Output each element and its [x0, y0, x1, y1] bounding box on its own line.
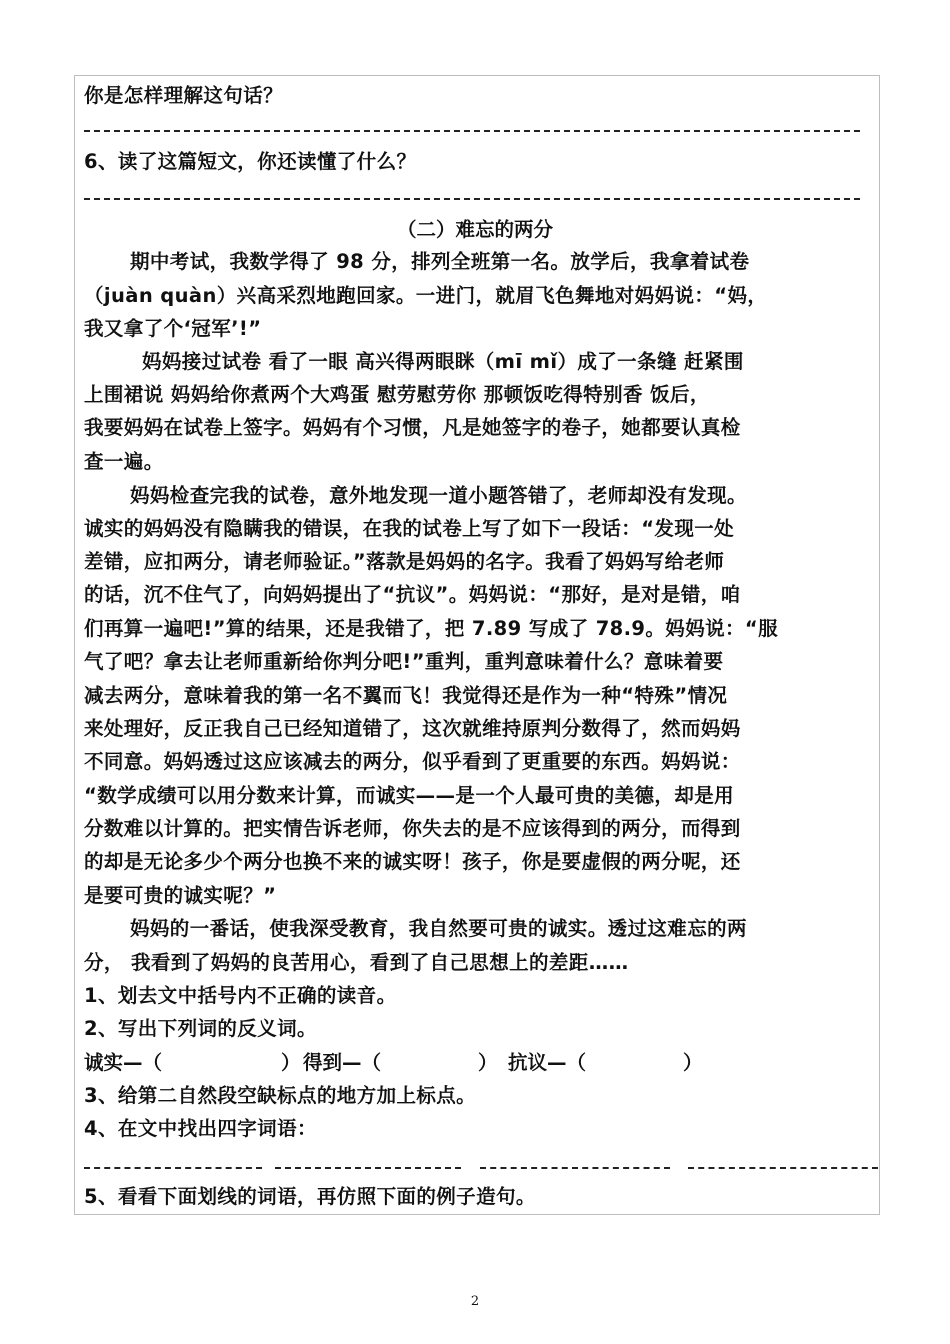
passage-line: 们再算一遍吧!”算的结果，还是我错了，把 7.89 写成了 78.9。妈妈说：“服 — [84, 617, 779, 640]
antonym-prompt-3: 抗议—（ — [508, 1051, 587, 1074]
passage-line: 的话，沉不住气了，向妈妈提出了“抗议”。妈妈说：“那好，是对是错，咱 — [84, 583, 741, 606]
passage-line: 差错，应扣两分，请老师验证。”落款是妈妈的名字。我看了妈妈写给老师 — [84, 550, 725, 573]
passage-line: 气了吧？拿去让老师重新给你判分吧!”重判，重判意味着什么？意味着要 — [84, 650, 724, 673]
passage-line: 是要可贵的诚实呢？” — [84, 884, 277, 907]
passage-line: 妈妈的一番话，使我深受教育，我自然要可贵的诚实。透过这难忘的两 — [130, 917, 747, 940]
question-1: 1、划去文中括号内不正确的读音。 — [84, 984, 397, 1007]
question-2: 2、写出下列词的反义词。 — [84, 1017, 317, 1040]
passage-line: 查一遍。 — [84, 450, 164, 473]
passage-line: 上围裙说 妈妈给你煮两个大鸡蛋 慰劳慰劳你 那顿饭吃得特别香 饭后， — [84, 383, 710, 406]
passage-line: “数学成绩可以用分数来计算，而诚实——是一个人最可贵的美德，却是用 — [84, 784, 735, 807]
passage-line: 来处理好，反正我自己已经知道错了，这次就维持原判分数得了，然而妈妈 — [84, 717, 741, 740]
passage-line: 不同意。妈妈透过这应该减去的两分，似乎看到了更重要的东西。妈妈说： — [84, 750, 741, 773]
question-6: 6、读了这篇短文，你还读懂了什么？ — [84, 150, 417, 173]
antonym-prompt-1: 诚实—（ — [84, 1051, 163, 1074]
answer-line[interactable] — [84, 198, 860, 200]
passage-line: 我又拿了个‘冠军’!” — [84, 317, 262, 340]
question-4: 4、在文中找出四字词语： — [84, 1117, 317, 1140]
answer-blank-4[interactable] — [688, 1167, 878, 1169]
question-prompt: 你是怎样理解这句话？ — [84, 84, 284, 107]
passage-line: 期中考试，我数学得了 98 分，排列全班第一名。放学后，我拿着试卷 — [130, 250, 750, 273]
passage-line: 分， 我看到了妈妈的良苦用心，看到了自己思想上的差距…… — [84, 951, 629, 974]
passage-line: 减去两分，意味着我的第一名不翼而飞！我觉得还是作为一种“特殊”情况 — [84, 684, 728, 707]
passage-title: （二）难忘的两分 — [396, 218, 553, 241]
answer-blank-1[interactable] — [84, 1167, 262, 1169]
antonym-close-3: ） — [683, 1051, 703, 1074]
antonym-close-1: ） — [281, 1051, 301, 1074]
passage-line: 诚实的妈妈没有隐瞒我的错误，在我的试卷上写了如下一段话：“发现一处 — [84, 517, 735, 540]
antonym-close-2: ） — [478, 1051, 498, 1074]
question-5: 5、看看下面划线的词语，再仿照下面的例子造句。 — [84, 1185, 536, 1208]
worksheet-frame — [74, 75, 880, 1215]
question-3: 3、给第二自然段空缺标点的地方加上标点。 — [84, 1084, 477, 1107]
passage-line: 的却是无论多少个两分也换不来的诚实呀！孩子，你是要虚假的两分呢，还 — [84, 850, 741, 873]
passage-line: （juàn quàn）兴高采烈地跑回家。一进门，就眉飞色舞地对妈妈说：“妈， — [84, 284, 768, 307]
answer-line[interactable] — [84, 130, 860, 132]
answer-blank-2[interactable] — [275, 1167, 461, 1169]
passage-line: 妈妈接过试卷 看了一眼 高兴得两眼眯（mī mǐ）成了一条缝 赶紧围 — [142, 350, 744, 373]
page-number: 2 — [470, 1294, 480, 1309]
antonym-prompt-2: 得到—（ — [303, 1051, 382, 1074]
answer-blank-3[interactable] — [480, 1167, 670, 1169]
passage-line: 妈妈检查完我的试卷，意外地发现一道小题答错了，老师却没有发现。 — [130, 484, 747, 507]
passage-line: 我要妈妈在试卷上签字。妈妈有个习惯，凡是她签字的卷子，她都要认真检 — [84, 416, 741, 439]
passage-line: 分数难以计算的。把实情告诉老师，你失去的是不应该得到的两分，而得到 — [84, 817, 741, 840]
